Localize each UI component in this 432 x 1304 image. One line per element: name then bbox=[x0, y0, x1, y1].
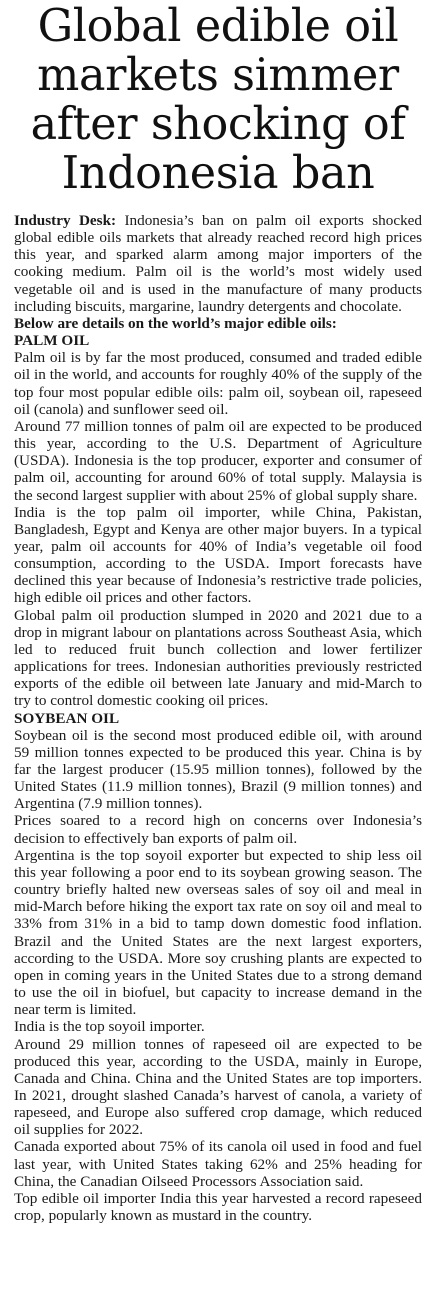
dateline: Industry Desk: bbox=[14, 212, 117, 229]
subhead: Below are details on the world’s major edible oils: bbox=[14, 314, 337, 332]
article-body bbox=[14, 212, 422, 1224]
section-heading-palm-oil: PALM OIL bbox=[14, 332, 90, 350]
paragraph: India is the top palm oil importer, while China, Pakistan, Bangladesh, Egypt and Kenya are other major buyers. In a typical year, palm oil accounts for 40% of India’s vegetable oil food consumption, according to the USDA. Import forecasts have declined this year because of Indonesia’s restrictive trade policies, high edible oil prices and other factors. bbox=[14, 503, 422, 607]
paragraph: Argentina is the top soyoil exporter but expected to ship less oil this year following a poor end to its soybean growing season. The country briefly halted new overseas sales of soy oil and meal in mid-March before hiking the export tax rate on soy oil and meal to 33% from 31% in a bid to tamp down domestic food inflation. Brazil and the United States are the next largest exporters, according to the USDA. More soy crushing plants are expected to open in coming years in the United States due to a strong demand to use the oil in biofuel, but capacity to increase demand in the near term is limited. bbox=[14, 846, 422, 1019]
paragraph: Canada exported about 75% of its canola oil used in food and fuel last year, with United States taking 62% and 25% heading for China, the Canadian Oilseed Processors Association said. bbox=[14, 1138, 422, 1190]
paragraph: Top edible oil importer India this year harvested a record rapeseed crop, popularly known as mustard in the country. bbox=[14, 1189, 422, 1225]
headline: Global edible oil markets simmer after shocking of Indonesia ban bbox=[30, 1, 406, 199]
paragraph: Palm oil is by far the most produced, consumed and traded edible oil in the world, and accounts for roughly 40% of the supply of the top four most popular edible oils: palm oil, soybean oil, rapeseed oil (canola) and sunflower seed oil. bbox=[14, 349, 422, 418]
paragraph: Around 29 million tonnes of rapeseed oil are expected to be produced this year, according to the USDA, mainly in Europe, Canada and China. China and the United States are top importers. In 2021, drought slashed Canada’s harvest of canola, a variety of rapeseed, and Europe also suffered crop damage, which reduced oil supplies for 2022. bbox=[14, 1035, 422, 1139]
paragraph: Around 77 million tonnes of palm oil are expected to be produced this year, according to the U.S. Department of Agriculture (USDA). Indonesia is the top producer, exporter and consumer of palm oil, accounting for around 60% of total supply. Malaysia is the second largest supplier with about 25% of global supply share. bbox=[14, 417, 422, 504]
paragraph: Soybean oil is the second most produced edible oil, with around 59 million tonnes expected to be produced this year. China is by far the largest producer (15.95 million tonnes), followed by the United States (11.9 million tonnes), Brazil (9 million tonnes) and Argentina (7.9 million tonnes). bbox=[14, 726, 422, 813]
paragraph: Prices soared to a record high on concerns over Indonesia’s decision to effectively ban exports of palm oil. bbox=[14, 812, 422, 847]
intro-text: Indonesia’s ban on palm oil exports shocked global edible oils markets that already reached record high prices this year, and sparked alarm among major importers of the cooking medium. Palm oil is the world’s most widely used vegetable oil and is used in the manufacture of many products including biscuits, margarine, laundry detergents and chocolate. bbox=[14, 212, 422, 315]
intro-paragraph bbox=[14, 212, 422, 315]
paragraph: India is the top soyoil importer. bbox=[14, 1018, 205, 1036]
section-heading-soybean-oil: SOYBEAN OIL bbox=[14, 709, 120, 727]
paragraph: Global palm oil production slumped in 2020 and 2021 due to a drop in migrant labour on plantations across Southeast Asia, which led to reduced fruit bunch collection and lower fertilizer applications for trees. Indonesian authorities previously restricted exports of the edible oil between late January and mid-March to try to control domestic cooking oil prices. bbox=[14, 606, 422, 710]
